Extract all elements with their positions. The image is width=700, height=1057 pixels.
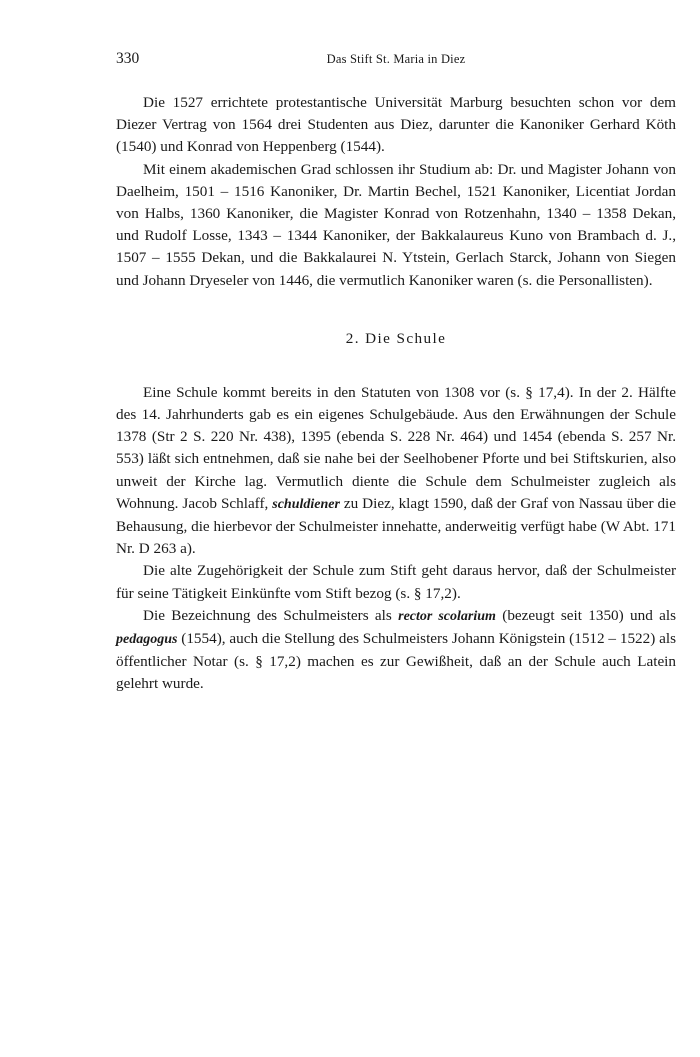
paragraph-schoolmaster-title (116, 605, 676, 696)
latin-term-rector-scolarium: rector scolarium (398, 608, 496, 624)
paragraph-text: Eine Schule kommt bereits in den Statuten von 1308 vor (s. § 17,4). In der 2. Hälfte des 14. Jahrhunderts gab es ein eigenes Schulgebäude. Aus den Erwähnungen der Schule 1378 (Str 2 S. 220 Nr. 438), 1395 (ebenda S. 228 Nr. 464) und 1454 (ebenda S. 257 Nr. 553) läßt sich entnehmen, daß sie nahe bei der Seelhobener Pforte und bei Stiftskurien, also unweit der Kirche lag. Vermutlich diente die Schule dem Schulmeister zugleich als Wohnung. Jacob Schlaff, (116, 383, 676, 512)
running-head (116, 50, 676, 74)
paragraph-text: (1554), auch die Stellung des Schulmeisters Johann Königstein (1512 – 1522) als öffentlicher Notar (s. § 17,2) machen es zur Gewißheit, daß an der Schule auch Latein gelehrt wurde. (116, 630, 676, 693)
paragraph-text: (bezeugt seit 1350) und als (495, 606, 676, 624)
paragraph-marburg: Die 1527 errichtete protestantische Universität Marburg besuchten schon vor dem Diezer Vertrag von 1564 drei Studenten aus Diez, darunter die Kanoniker Gerhard Köth (1540) und Konrad von Heppenberg (1544). (116, 94, 676, 156)
page-number: 330 (116, 50, 140, 67)
section-universities (116, 92, 676, 292)
running-title: Das Stift St. Maria in Diez (326, 52, 466, 66)
latin-term-schuldiener: schuldiener (272, 496, 340, 512)
paragraph-school-building (116, 382, 676, 561)
paragraph-academic-degrees: Mit einem akademischen Grad schlossen ihr Studium ab: Dr. und Magister Johann von Daelheim, 1501 – 1516 Kanoniker, Dr. Martin Bechel, 1521 Kanoniker, Licentiat Jordan von Halbs, 1360 Kanoniker, die Magister Konrad von Rotzenhahn, 1340 – 1358 Dekan, und Rudolf Losse, 1343 – 1344 Kanoniker, der Bakkalaureus Kuno von Brambach d. J., 1507 – 1555 Dekan, und die Bakkalaurei N. Ytstein, Gerlach Starck, Johann von Siegen und Johann Dryeseler von 1446, die vermutlich Kanoniker waren (s. die Personallisten). (116, 160, 676, 289)
paragraph-text: Die Bezeichnung des Schulmeisters als (143, 606, 399, 624)
paragraph-text: zu Diez, klagt 1590, daß der Graf von Nassau über die Behausung, die hierbevor der Schulmeister innehatte, anderweitig verfügt habe (W Abt. 171 Nr. D 263 a). (116, 494, 676, 558)
book-page (116, 50, 676, 696)
paragraph-school-affiliation: Die alte Zugehörigkeit der Schule zum Stift geht daraus hervor, daß der Schulmeister für seine Tätigkeit Einkünfte vom Stift bezog (s. § 17,2). (116, 562, 676, 602)
section-school (116, 382, 676, 696)
latin-term-pedagogus: pedagogus (116, 632, 178, 648)
section-heading: 2. Die Schule (345, 329, 447, 347)
